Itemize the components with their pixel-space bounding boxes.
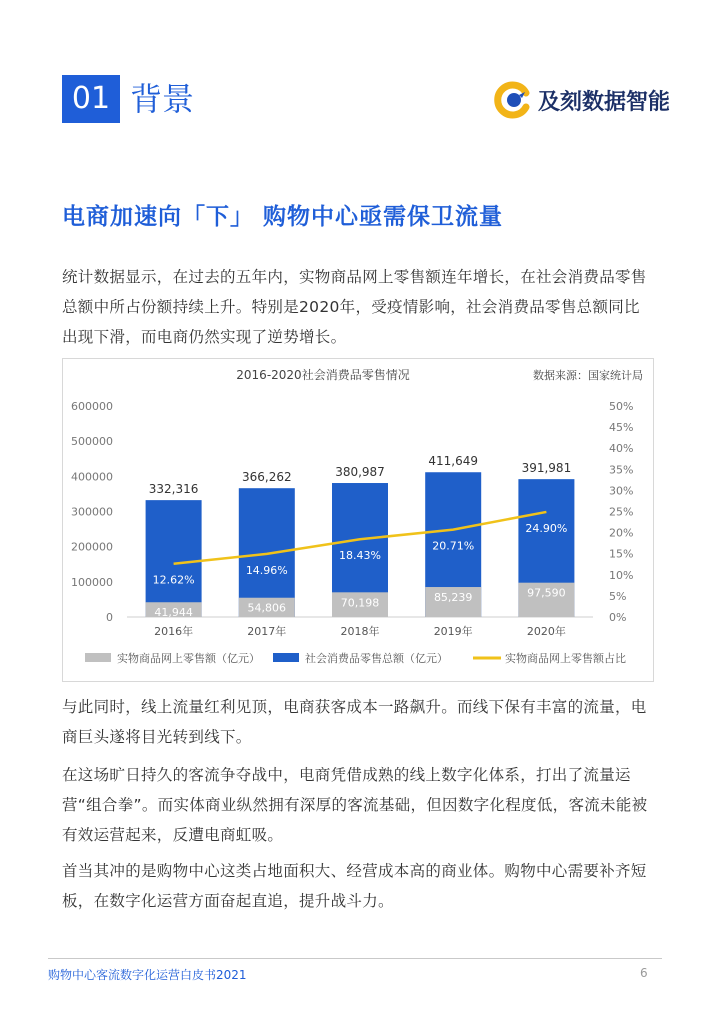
y2-tick-label: 10% <box>609 568 634 582</box>
data-label-share: 18.43% <box>339 549 381 563</box>
x-tick-label: 2017年 <box>247 625 287 638</box>
data-label-share: 12.62% <box>152 573 195 587</box>
legend-swatch <box>273 653 299 662</box>
data-label-share: 14.96% <box>245 563 288 577</box>
data-label-total: 380,987 <box>335 465 385 480</box>
retail-chart <box>63 359 653 681</box>
y2-tick-label: 15% <box>609 547 634 561</box>
page-number: 6 <box>640 966 648 980</box>
chart-legend <box>85 651 626 665</box>
data-label-online: 85,239 <box>433 591 473 605</box>
data-label-online: 97,590 <box>527 586 566 600</box>
paragraph-4: 首当其冲的是购物中心这类占地面积大、经营成本高的商业体。购物中心需要补齐短板，在数字化运营方面奋起直追，提升战斗力。 <box>62 862 647 910</box>
x-tick-label: 2018年 <box>340 625 380 638</box>
chart-source: 数据来源：国家统计局 <box>533 369 643 382</box>
section-number: 01 <box>62 75 120 123</box>
y2-tick-label: 30% <box>609 484 634 498</box>
y-tick-label: 100000 <box>71 575 113 589</box>
data-label-online: 41,944 <box>154 606 193 620</box>
data-label-total: 332,316 <box>148 482 199 497</box>
y2-tick-label: 35% <box>609 463 634 477</box>
bar-total-retail <box>239 488 295 617</box>
brand-name: 及刻数据智能 <box>538 89 671 115</box>
brand-logo <box>492 80 670 120</box>
y2-tick-label: 40% <box>609 442 634 456</box>
y-tick-label: 500000 <box>71 435 113 449</box>
x-tick-label: 2019年 <box>433 625 473 638</box>
data-label-total: 391,981 <box>521 461 572 476</box>
legend-label: 社会消费品零售总额（亿元） <box>305 652 448 665</box>
data-label-share: 20.71% <box>432 539 475 553</box>
footer-title: 购物中心客流数字化运营白皮书2021 <box>48 968 247 982</box>
y-tick-label: 0 <box>106 611 113 624</box>
data-label-online: 54,806 <box>247 601 287 615</box>
legend-label: 实物商品网上零售额占比 <box>505 652 626 665</box>
data-label-total: 411,649 <box>428 454 479 469</box>
chart-title: 2016-2020社会消费品零售情况 <box>236 368 410 382</box>
legend-swatch <box>85 653 111 662</box>
x-tick-label: 2016年 <box>154 625 194 638</box>
data-label-share: 24.90% <box>525 521 568 535</box>
y2-tick-label: 25% <box>609 505 634 519</box>
y-tick-label: 200000 <box>71 540 113 554</box>
brand-logo-icon <box>492 80 532 120</box>
section-title: 背景 <box>130 80 195 118</box>
y2-tick-label: 20% <box>609 526 634 540</box>
page-heading: 电商加速向「下」 购物中心亟需保卫流量 <box>62 204 504 230</box>
paragraph-2: 与此同时，线上流量红利见顶，电商获客成本一路飙升。而线下保有丰富的流量，电商巨头遂将目光转到线下。 <box>62 698 647 746</box>
y2-tick-label: 5% <box>609 589 627 603</box>
y2-tick-label: 45% <box>609 421 634 435</box>
paragraph-1: 统计数据显示，在过去的五年内，实物商品网上零售额连年增长，在社会消费品零售总额中所占份额持续上升。特别是2020年，受疫情影响，社会消费品零售总额同比出现下滑，而电商仍然实现了逆势增长。 <box>62 268 647 346</box>
footer-divider <box>48 958 662 959</box>
y2-tick-label: 50% <box>609 400 634 413</box>
chart-container <box>62 358 654 682</box>
chart-plot-area <box>71 400 633 638</box>
y-tick-label: 400000 <box>71 470 113 484</box>
bar-total-retail <box>146 500 202 620</box>
legend-label: 实物商品网上零售额（亿元） <box>117 652 260 665</box>
data-label-online: 70,198 <box>340 596 380 610</box>
paragraph-3: 在这场旷日持久的客流争夺战中，电商凭借成熟的线上数字化体系，打出了流量运营“组合拳”。而实体商业纵然拥有深厚的客流基础，但因数字化程度低，客流未能被有效运营起来，反遭电商虹吸。 <box>62 766 648 844</box>
y2-tick-label: 0% <box>609 611 627 624</box>
data-label-total: 366,262 <box>241 470 292 485</box>
y-tick-label: 300000 <box>71 505 113 519</box>
y-tick-label: 600000 <box>71 400 113 413</box>
x-tick-label: 2020年 <box>526 625 566 638</box>
